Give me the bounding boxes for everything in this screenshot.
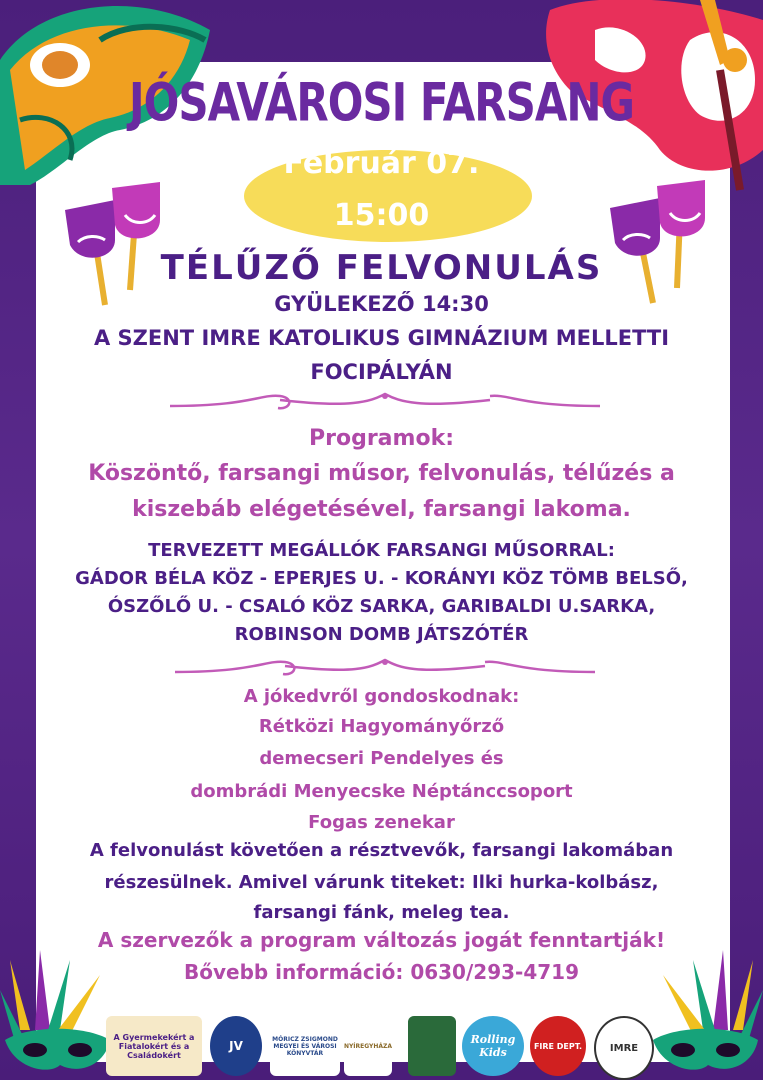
performer-3: dombrádi Menyecske Néptánccsoport xyxy=(190,781,573,802)
stops-title: TERVEZETT MEGÁLLÓK FARSANGI MŰSORRAL: xyxy=(148,540,615,561)
gyermekekert-logo-text: A Gyermekekért a Fiatalokért és a Családokért xyxy=(113,1032,195,1060)
stops-line-1: GÁDOR BÉLA KÖZ - EPERJES U. - KORÁNYI KÖZ TÖMB BELSŐ, xyxy=(75,568,688,589)
coat-of-arms-logo xyxy=(408,1016,456,1076)
programs-line-1: Köszöntő, farsangi műsor, felvonulás, télűzés a xyxy=(88,461,675,486)
nyiregyhaza-logo xyxy=(344,1016,392,1076)
rolling-kids-logo xyxy=(462,1016,524,1076)
feather-mask-bottom-right-icon xyxy=(648,950,763,1080)
gyermekekert-logo xyxy=(106,1016,202,1076)
divider-swirl-bottom xyxy=(175,654,595,680)
after-line-2: részesülnek. Amivel várunk titeket: Ilki hurka-kolbász, xyxy=(104,872,659,893)
moricz-library-logo-text: MÓRICZ ZSIGMOND MEGYEI ÉS VÁROSI KÖNYVTÁR xyxy=(272,1035,338,1057)
programs-label: Programok: xyxy=(309,426,454,451)
performer-4: Fogas zenekar xyxy=(308,812,455,833)
jv-logo xyxy=(210,1016,262,1076)
info-contact: Bővebb információ: 0630/293-4719 xyxy=(183,960,579,984)
fire-dept-logo xyxy=(530,1016,586,1076)
gathering-time: GYÜLEKEZŐ 14:30 xyxy=(274,292,489,316)
location-line-1: A SZENT IMRE KATOLIKUS GIMNÁZIUM MELLETTI xyxy=(93,326,670,350)
after-line-1: A felvonulást követően a résztvevők, farsangi lakomában xyxy=(89,840,674,861)
theater-masks-left-icon xyxy=(60,180,170,310)
nyiregyhaza-logo-text: NYÍREGYHÁZA xyxy=(343,1042,393,1050)
divider-swirl-top xyxy=(170,388,600,414)
moricz-library-logo xyxy=(270,1016,340,1076)
event-title: JÓSAVÁROSI FARSANG xyxy=(128,71,635,134)
performers-label: A jókedvről gondoskodnak: xyxy=(243,686,520,707)
feather-mask-bottom-left-icon xyxy=(0,950,115,1080)
performer-1: Rétközi Hagyományőrző xyxy=(258,716,505,737)
stops-line-3: ROBINSON DOMB JÁTSZÓTÉR xyxy=(234,624,529,645)
theater-masks-right-icon xyxy=(605,178,715,308)
event-date: Február 07. xyxy=(283,146,480,181)
szent-imre-logo-text: IMRE xyxy=(609,1042,639,1054)
rolling-kids-logo-text: Rolling Kids xyxy=(470,1033,516,1059)
event-name: TÉLŰZŐ FELVONULÁS xyxy=(160,248,603,288)
location-line-2: FOCIPÁLYÁN xyxy=(310,360,453,384)
event-time: 15:00 xyxy=(333,198,430,233)
szent-imre-logo xyxy=(594,1016,654,1080)
disclaimer: A szervezők a program változás jogát fenntartják! xyxy=(97,928,666,952)
fire-dept-logo-text: FIRE DEPT. xyxy=(533,1041,583,1051)
after-line-3: farsangi fánk, meleg tea. xyxy=(253,902,510,923)
performer-2: demecseri Pendelyes és xyxy=(259,748,504,769)
stops-line-2: ÓSZŐLŐ U. - CSALÓ KÖZ SARKA, GARIBALDI U.SARKA, xyxy=(107,596,656,617)
jv-logo-text: JV xyxy=(229,1039,243,1053)
programs-line-2: kiszebáb elégetésével, farsangi lakoma. xyxy=(132,497,631,522)
